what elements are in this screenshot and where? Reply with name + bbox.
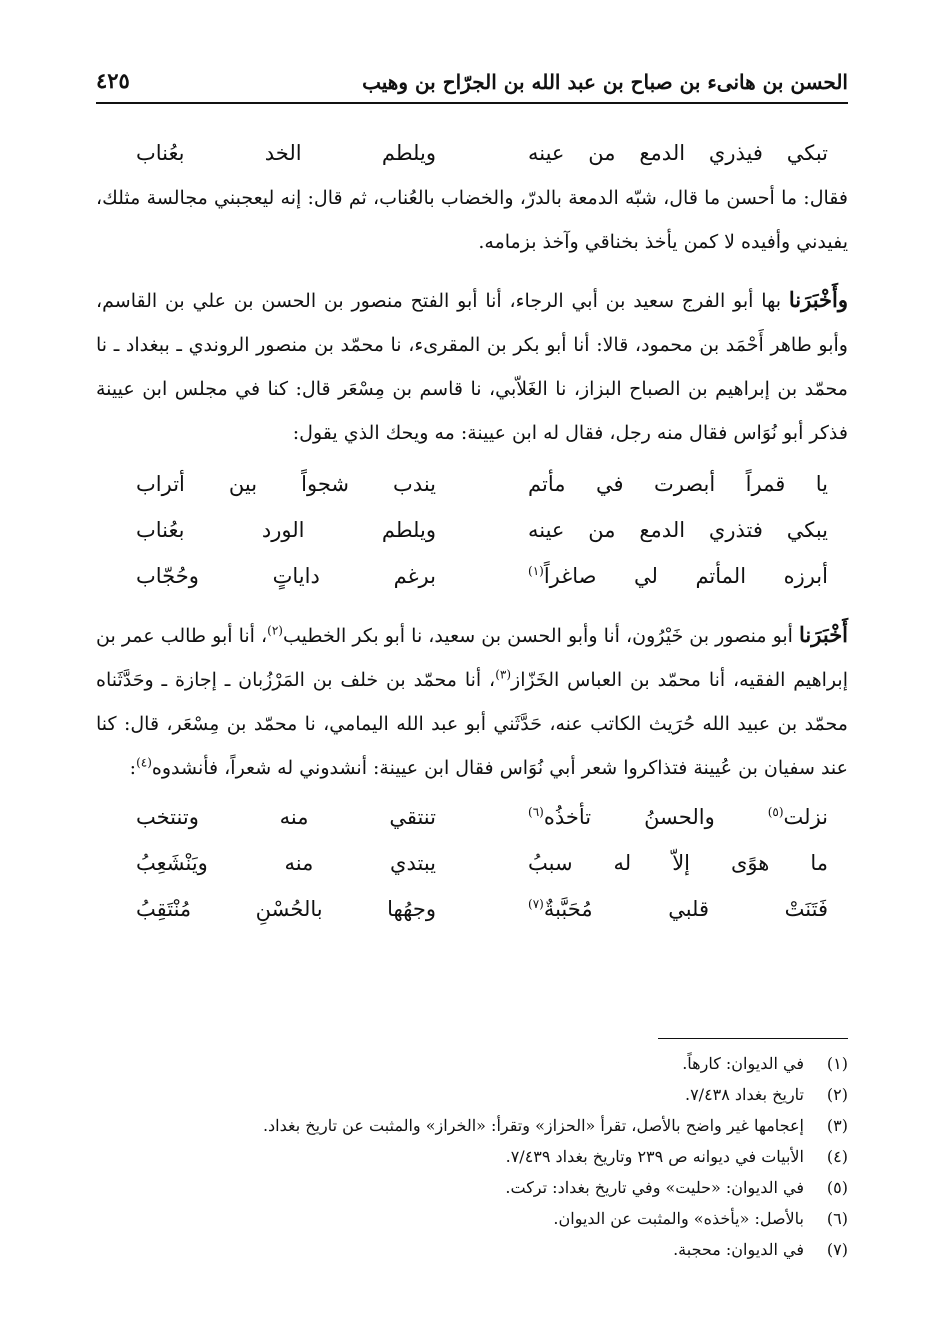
verse-line bbox=[96, 553, 848, 599]
footnote-text: بالأصل: «يأخذه» والمثبت عن الديوان. bbox=[553, 1209, 804, 1228]
verse-line bbox=[96, 507, 848, 553]
footnote bbox=[96, 1048, 848, 1079]
paragraph-text: ، أنا محمّد بن خلف بن المَرْزُبان ـ إجازة ـ وحَدَّثَناه محمّد بن عبيد الله حُرَيث الكاتب عنه، حَدَّثَني أبو عبد الله اليمامي، نا محمّد بن مِسْعَر، قال: كنا عند سفيان بن عُيينة فتذاكروا شعر أبي نُوَاس فقال ابن عيينة: أنشدوني له شعراً، فأنشدوه bbox=[96, 669, 848, 779]
verse-first-hemistich bbox=[528, 553, 828, 599]
footnotes bbox=[96, 1048, 848, 1265]
footnote-number: (٣) bbox=[826, 1116, 848, 1135]
footnote-ref: (٦) bbox=[528, 805, 544, 819]
verse-second-hemistich: وجهُها بالحُسْنِ مُنْتَقِبُ bbox=[136, 897, 436, 921]
footnote bbox=[96, 1203, 848, 1234]
footnote-ref: (٤) bbox=[136, 755, 152, 770]
footnote-ref: (٣) bbox=[495, 667, 512, 682]
footnote-number: (٥) bbox=[826, 1178, 848, 1197]
footnote-text: تاريخ بغداد ٧/٤٣٨. bbox=[684, 1085, 804, 1104]
footnote-text: في الديوان: «حليت» وفي تاريخ بغداد: تركت. bbox=[505, 1178, 804, 1197]
verse-first-hemistich bbox=[528, 794, 828, 840]
hemistich-text: فَتَنَتْ قلبي مُحَبَّبةٌ bbox=[543, 897, 828, 921]
verse-second-hemistich: ويلطم الخد بعُناب bbox=[136, 141, 436, 165]
footnote bbox=[96, 1234, 848, 1265]
page-header bbox=[96, 66, 848, 104]
page-body bbox=[96, 130, 848, 932]
footnote-number: (٦) bbox=[826, 1209, 848, 1228]
footnote-text: الأبيات في ديوانه ص ٢٣٩ وتاريخ بغداد ٧/٤٣٩. bbox=[505, 1147, 804, 1166]
verse-line bbox=[96, 130, 848, 176]
paragraph: فقال: ما أحسن ما قال، شبّه الدمعة بالدرّ، والخضاب بالعُناب، ثم قال: إنه ليعجبني مجالسة مثلك، يفيدني وأفيده لا كمن يأخذ بخناقي وآخذ بزمامه. bbox=[96, 187, 848, 253]
footnote-number: (١) bbox=[826, 1054, 848, 1073]
verse-second-hemistich: برغم داياتٍ وحُجّاب bbox=[136, 564, 436, 588]
footnote-text: في الديوان: محجبة. bbox=[673, 1240, 804, 1259]
verse-second-hemistich: ويلطم الورد بعُناب bbox=[136, 518, 436, 542]
verse-second-hemistich: تنتقي منه وتنتخب bbox=[136, 805, 436, 829]
verse-first-hemistich: يا قمراً أبصرت في مأتم bbox=[528, 472, 828, 496]
page-number: ٤٢٥ bbox=[96, 68, 130, 93]
footnote-number: (٤) bbox=[826, 1147, 848, 1166]
footnote-ref: (١) bbox=[528, 564, 544, 578]
paragraph-text: : bbox=[129, 757, 137, 779]
paragraph bbox=[96, 278, 848, 455]
narration-lead: أَخْبَرَنا bbox=[799, 622, 849, 647]
footnote-ref: (٥) bbox=[767, 805, 784, 819]
verse-line bbox=[96, 461, 848, 507]
hemistich-text: أبرزه المأتم لي صاغراً bbox=[543, 564, 828, 588]
hemistich-text: نزلت bbox=[783, 805, 828, 829]
footnote-divider bbox=[658, 1038, 848, 1039]
narration-lead: وأَخْبَرَنا bbox=[788, 287, 848, 312]
verse-line bbox=[96, 886, 848, 932]
hemistich-text: والحسنُ تأخذُه bbox=[543, 805, 768, 829]
footnote-number: (٢) bbox=[826, 1085, 848, 1104]
footnote-text: إعجامها غير واضح بالأصل، تقرأ «الحزاز» وتقرأ: «الخراز» والمثبت عن تاريخ بغداد. bbox=[262, 1116, 804, 1135]
footnote-number: (٧) bbox=[826, 1240, 848, 1259]
footnote-text: في الديوان: كارهاً. bbox=[682, 1054, 804, 1073]
footnote bbox=[96, 1110, 848, 1141]
verse-second-hemistich: يبتدي منه ويَنْشَعِبُ bbox=[136, 851, 436, 875]
footnote bbox=[96, 1079, 848, 1110]
paragraph-text: أبو منصور بن خَيْرُون، أنا وأبو الحسن بن سعيد، نا أبو بكر الخطيب bbox=[282, 625, 800, 647]
verse-first-hemistich: ما هوًى إلاّ له سببُ bbox=[528, 851, 828, 875]
paragraph-text: بها أبو الفرج سعيد بن أبي الرجاء، أنا أبو الفتح منصور بن الحسن بن علي بن القاسم، وأبو طاهر أَحْمَد بن محمود، قالا: أنا أبو بكر بن المقرىء، نا محمّد بن منصور الروندي ـ ببغداد ـ نا محمّد بن إبراهيم بن الصباح البزاز، نا الغَلاّبي، نا قاسم بن مِسْعَر قال: كنا في مجلس ابن عيينة فذكر أبو نُوَاس فقال منه رجل، فقال له ابن عيينة: مه ويحك الذي يقول: bbox=[96, 290, 848, 444]
footnote bbox=[96, 1141, 848, 1172]
footnote-ref: (٧) bbox=[528, 897, 544, 911]
verse-first-hemistich: تبكي فيذري الدمع من عينه bbox=[528, 141, 828, 165]
verse-second-hemistich: يندب شجواً بين أتراب bbox=[136, 472, 436, 496]
running-title: الحسن بن هانىء بن صباح بن عبد الله بن الجرّاح بن وهيب bbox=[362, 70, 848, 94]
footnote bbox=[96, 1172, 848, 1203]
book-page bbox=[96, 58, 848, 1308]
verse-line bbox=[96, 794, 848, 840]
paragraph-text: ، أنا أبو طالب عمر بن إبراهيم الفقيه، أنا محمّد بن العباس الخَزّاز bbox=[96, 625, 848, 691]
verse-first-hemistich bbox=[528, 886, 828, 932]
paragraph bbox=[96, 613, 848, 790]
footnote-ref: (٢) bbox=[267, 623, 283, 638]
verse-first-hemistich: يبكي فتذري الدمع من عينه bbox=[528, 518, 828, 542]
verse-line bbox=[96, 840, 848, 886]
